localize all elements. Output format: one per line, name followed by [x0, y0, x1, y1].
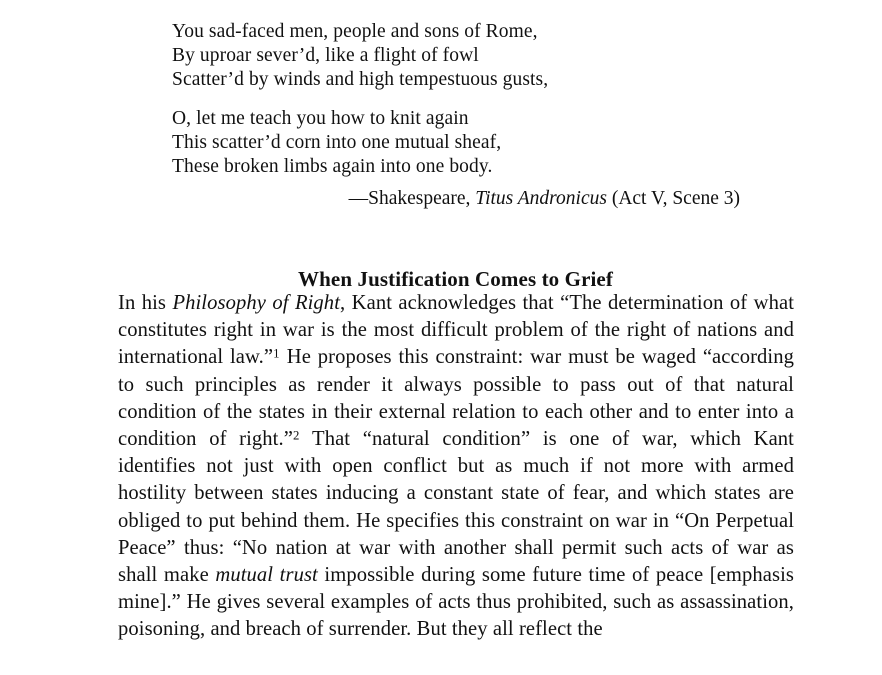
footnote-marker-1[interactable]: 1 [273, 346, 280, 361]
attribution-work-title: Titus Andronicus [475, 188, 607, 210]
emphasis-mutual-trust: mutual trust [215, 564, 318, 587]
verse-line: You sad-faced men, people and sons of Rome, [172, 21, 538, 42]
attribution-author: —Shakespeare, [348, 188, 476, 210]
body-paragraph [118, 290, 794, 644]
verse-line: O, let me teach you how to knit again [172, 107, 469, 129]
verse-line: This scatter’d corn into one mutual sheaf, [172, 131, 502, 153]
epigraph-stanza [172, 107, 740, 180]
footnote-marker-2[interactable]: 2 [292, 428, 300, 443]
book-title-philosophy-of-right: Philosophy of Right [172, 292, 340, 314]
body-column [118, 290, 794, 644]
body-text-segment: , Kant acknowledges that “The determination of what constitutes right in war is the most difficult problem of the right of nations and international law.” [118, 292, 795, 369]
epigraph-block [172, 20, 740, 211]
body-text-segment: That “natural condition” is one of war, which Kant identifies not just with open conflict but as much if not more with armed hostility between states inducing a constant state of fear, and which states are obliged to put behind them. He specifies this constraint on war in “On Perpetual Peace” thus: “No nation at war with another shall permit such acts of war as shall make [118, 428, 794, 587]
epigraph-attribution [172, 187, 740, 211]
attribution-locator: (Act V, Scene 3) [606, 188, 740, 210]
body-text-segment: He proposes this constraint: war must be waged “according to such principles as render it always possible to pass out of that natural condition of the states in their external relation to each other and to enter into a condition of right.” [118, 346, 794, 451]
body-text-segment: In his [118, 292, 173, 314]
verse-line: Scatter’d by winds and high tempestuous gusts, [172, 69, 549, 91]
epigraph-stanza [172, 20, 740, 93]
verse-line: These broken limbs again into one body. [172, 156, 493, 178]
section-heading: When Justification Comes to Grief [298, 267, 613, 292]
body-text-segment: impossible during some future time of peace [emphasis mine].” He gives several examples of acts thus prohibited, such as assassination, poisoning, and breach of surrender. But they all reflect the [118, 564, 795, 641]
verse-line: By uproar sever’d, like a flight of fowl [172, 45, 479, 67]
